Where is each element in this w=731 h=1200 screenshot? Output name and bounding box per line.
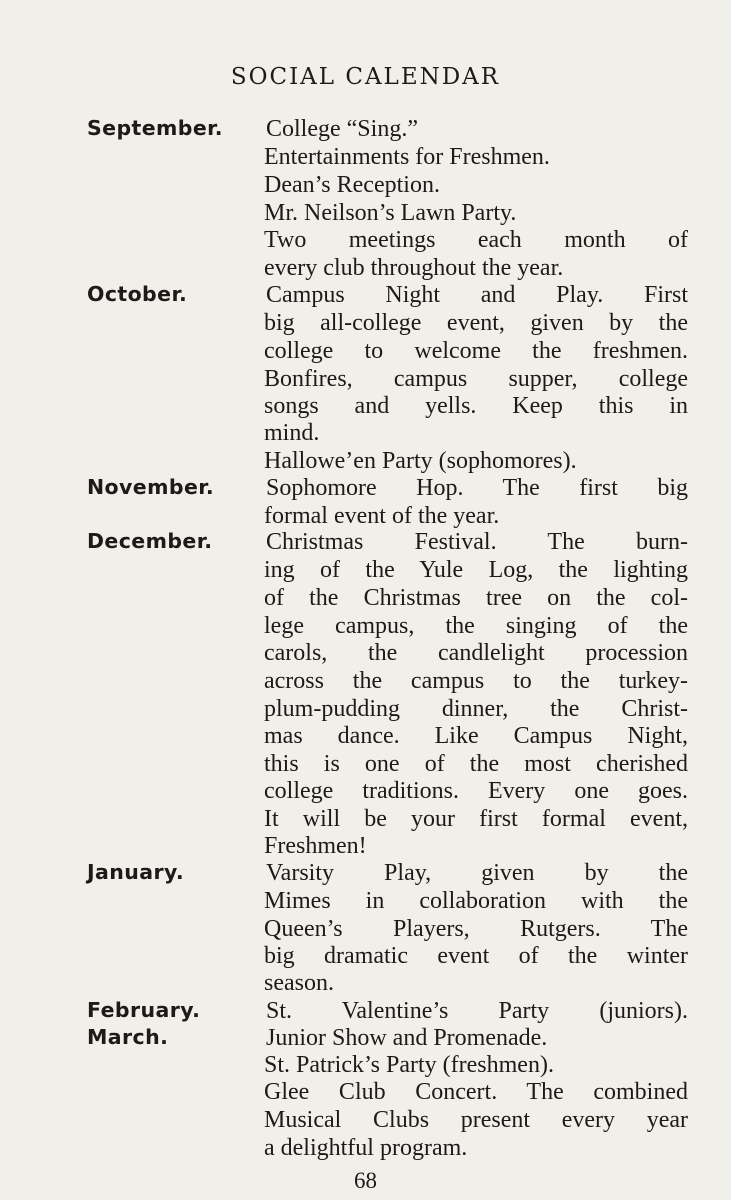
text-line: season. [264, 970, 334, 996]
text-line: big all-college event, given by the [264, 310, 688, 336]
month-january: January. [87, 860, 185, 884]
text-line: Mimes in collaboration with the [264, 888, 688, 914]
text-line: St. Patrick’s Party (freshmen). [264, 1052, 554, 1078]
text-line: Bonfires, campus supper, college [264, 366, 688, 392]
text-line: of the Christmas tree on the col- [264, 585, 688, 611]
text-line: Mr. Neilson’s Lawn Party. [264, 200, 517, 226]
text-line: big dramatic event of the winter [264, 943, 688, 969]
text-line: Hallowe’en Party (sophomores). [264, 448, 577, 474]
text-line: college traditions. Every one goes. [264, 778, 688, 804]
text-line: Varsity Play, given by the [266, 860, 688, 886]
text-line: plum-pudding dinner, the Christ- [264, 696, 688, 722]
text-line: a delightful program. [264, 1135, 468, 1161]
text-line: Sophomore Hop. The first big [266, 475, 688, 501]
text-line: carols, the candlelight procession [264, 640, 688, 666]
text-line: St. Valentine’s Party (juniors). [266, 998, 688, 1024]
text-line: mind. [264, 420, 320, 446]
text-line: College “Sing.” [266, 116, 418, 142]
text-line: this is one of the most cherished [264, 751, 688, 777]
month-october: October. [87, 282, 188, 306]
text-line: songs and yells. Keep this in [264, 393, 688, 419]
month-december: December. [87, 529, 213, 553]
text-line: Two meetings each month of [264, 227, 688, 253]
text-line: Christmas Festival. The burn- [266, 529, 688, 555]
text-line: mas dance. Like Campus Night, [264, 723, 688, 749]
text-line: college to welcome the freshmen. [264, 338, 688, 364]
text-line: Dean’s Reception. [264, 172, 440, 198]
text-line: Musical Clubs present every year [264, 1107, 688, 1133]
page-number: 68 [354, 1168, 377, 1193]
text-line: Glee Club Concert. The combined [264, 1079, 688, 1105]
month-march: March. [87, 1025, 169, 1049]
text-line: formal event of the year. [264, 503, 500, 529]
text-line: Campus Night and Play. First [266, 282, 688, 308]
text-line: Queen’s Players, Rutgers. The [264, 916, 688, 942]
text-line: across the campus to the turkey- [264, 668, 688, 694]
month-september: September. [87, 116, 223, 140]
text-line: Freshmen! [264, 833, 367, 859]
month-november: November. [87, 475, 215, 499]
month-february: February. [87, 998, 201, 1022]
text-line: It will be your first formal event, [264, 806, 688, 832]
text-line: Junior Show and Promenade. [266, 1025, 548, 1051]
text-line: ing of the Yule Log, the lighting [264, 557, 688, 583]
text-line: Entertainments for Freshmen. [264, 144, 550, 170]
text-line: every club throughout the year. [264, 255, 564, 281]
text-line: lege campus, the singing of the [264, 613, 688, 639]
page-title: SOCIAL CALENDAR [230, 64, 501, 90]
